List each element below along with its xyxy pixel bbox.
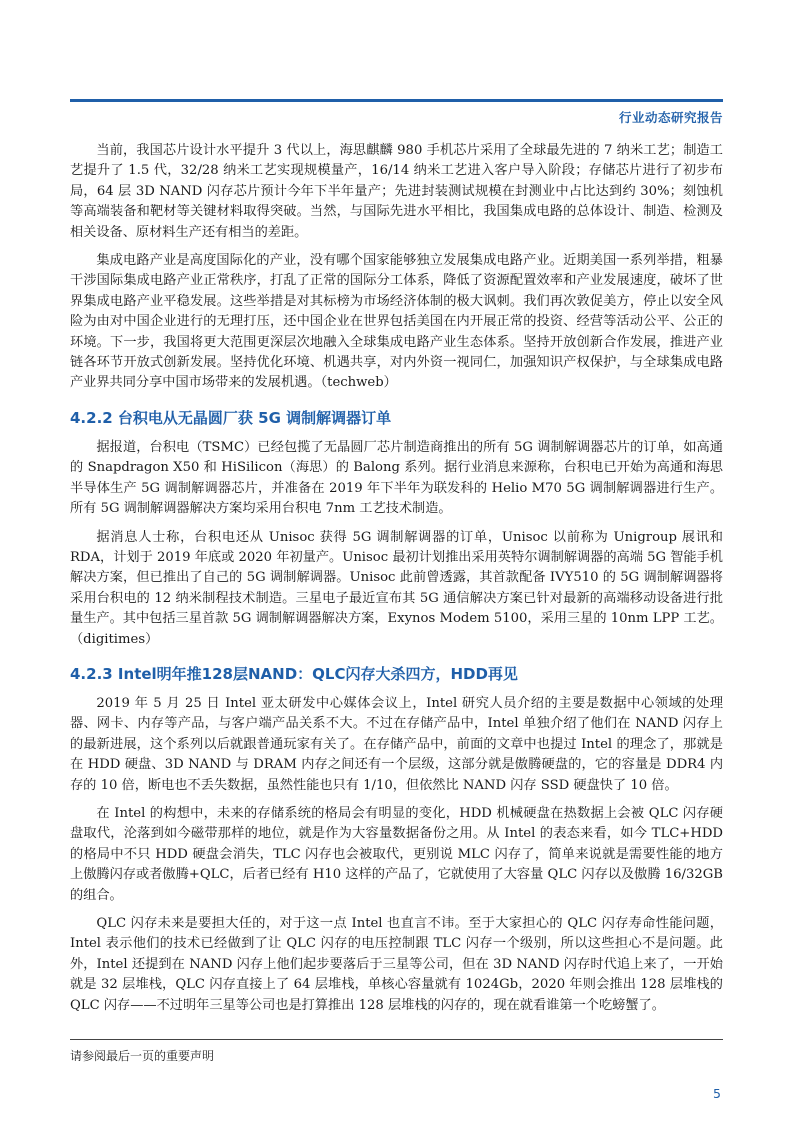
section-heading-4-2-2: 4.2.2 台积电从无晶圆厂获 5G 调制解调器订单 [70,408,392,427]
paragraph-tsmc-5g-modem-orders: 据报道，台积电（TSMC）已经包揽了无晶圆厂芯片制造商推出的所有 5G 调制解调器芯片的订单，如高通的 Snapdragon X50 和 HiSilicon（海思）的 Balong 系列。据行业消息来源称，台积电已开始为高通和海思半导体生产 5G 调制解调器芯片，并准备在 2019 年下半年为联发科的 Helio M70 5G 调制解调器进行生产。所有 5G 调制解调器解决方案均采用台积电 7nm 工艺技术制造。 [70,439,723,517]
paragraph-unisoc-samsung-modem: 据消息人士称，台积电还从 Unisoc 获得 5G 调制解调器的订单，Unisoc 以前称为 Unigroup 展讯和 RDA，计划于 2019 年底或 2020 年初量产。Unisoc 最初计划推出采用英特尔调制解调器的高端 5G 智能手机解决方案，但已推出了自己的 5G 调制解调器。Unisoc 此前曾透露，其首款配备 IVY510 的 5G 调制解调器将采用台积电的 12 纳米制程技术制造。三星电子最近宣布其 5G 通信解决方案已针对最新的高端移动设备进行批量生产。其中包括三星首款 5G 调制解调器解决方案，Exynos Modem 5100，采用三星的 10nm LPP 工艺。（digitimes） [70,529,723,647]
paragraph-domestic-chip-progress: 当前，我国芯片设计水平提升 3 代以上，海思麒麟 980 手机芯片采用了全球最先进的 7 纳米工艺；制造工艺提升了 1.5 代，32/28 纳米工艺实现规模量产，16/14 纳米工艺进入客户导入阶段；存储芯片进行了初步布局，64 层 3D NAND 闪存芯片预计今年下半年量产；先进封装测试规模在封测业中占比达到约 30%；刻蚀机等高端装备和靶材等关键材料取得突破。当然，与国际先进水平相比，我国集成电路的总体设计、制造、检测及相关设备、原材料生产还有相当的差距。 [70,143,723,240]
section-heading-4-2-3: 4.2.3 Intel明年推128层NAND：QLC闪存大杀四方，HDD再见 [70,664,518,683]
paragraph-ic-industry-globalization: 集成电路产业是高度国际化的产业，没有哪个国家能够独立发展集成电路产业。近期美国一系列举措，粗暴干涉国际集成电路产业正常秩序，打乱了正常的国际分工体系，降低了资源配置效率和产业发展速度，破坏了世界集成电路产业平稳发展。这些举措是对其标榜为市场经济体制的极大讽刺。我们再次敦促美方，停止以安全风险为由对中国企业进行的无理打压，还中国企业在世界包括美国在内开展正常的投资、经营等活动公平、公正的环境。下一步，我国将更大范围更深层次地融入全球集成电路产业生态体系。坚持开放创新合作发展，推进产业链各环节开放式创新发展。坚持优化环境、机遇共享，对内外资一视同仁，加强知识产权保护，与全球集成电路产业界共同分享中国市场带来的发展机遇。（techweb） [70,253,723,391]
document-body [70,141,723,1032]
paragraph-intel-nand-progress: 2019 年 5 月 25 日 Intel 亚太研发中心媒体会议上，Intel 研究人员介绍的主要是数据中心领域的处理器、网卡、内存等产品，与客户端产品关系不大。不过在存储产品中，Intel 单独介绍了他们在 NAND 闪存上的最新进展，这个系列以后就跟普通玩家有关了。在存储产品中，前面的文章中也提过 Intel 的理念了，那就是在 HDD 硬盘、3D NAND 与 DRAM 内存之间还有一个层级，这部分就是傲腾硬盘的，它的容量是 DDR4 内存的 10 倍，断电也不丢失数据，虽然性能也只有 1/10，但依然比 NAND 闪存 SSD 硬盘快了 10 倍。 [70,695,723,793]
paragraph-qlc-replaces-hdd: 在 Intel 的构想中，未来的存储系统的格局会有明显的变化，HDD 机械硬盘在热数据上会被 QLC 闪存硬盘取代，沦落到如今磁带那样的地位，就是作为大容量数据备份之用。从 Intel 的表态来看，如今 TLC+HDD 的格局中不只 HDD 硬盘会消失，TLC 闪存也会被取代，更别说 MLC 闪存了，简单来说就是需要性能的地方上傲腾闪存或者傲腾+QLC，后者已经有 H10 这样的产品了，它就使用了大容量 QLC 闪存以及傲腾 16/32GB 的组合。 [70,805,723,903]
footer-disclaimer: 请参阅最后一页的重要声明 [70,1049,215,1063]
page-number: 5 [713,1086,721,1101]
paragraph-qlc-128-layer-future: QLC 闪存未来是要担大任的，对于这一点 Intel 也直言不讳。至于大家担心的 QLC 闪存寿命性能问题，Intel 表示他们的技术已经做到了让 QLC 闪存的电压控制跟 TLC 闪存一个级别，所以这些担心不是问题。此外，Intel 还提到在 NAND 闪存上他们起步要落后于三星等公司，但在 3D NAND 闪存时代追上来了，一开始就是 32 层堆栈，QLC 闪存直接上了 64 层堆栈，单核心容量就有 1024Gb，2020 年则会推出 128 层堆栈的 QLC 闪存——不过明年三星等公司也是打算推出 128 层堆栈的闪存的，现在就看谁第一个吃螃蟹了。 [70,916,723,1013]
report-header-title: 行业动态研究报告 [618,110,723,125]
footer-divider [70,1039,723,1040]
header-divider [70,99,723,102]
